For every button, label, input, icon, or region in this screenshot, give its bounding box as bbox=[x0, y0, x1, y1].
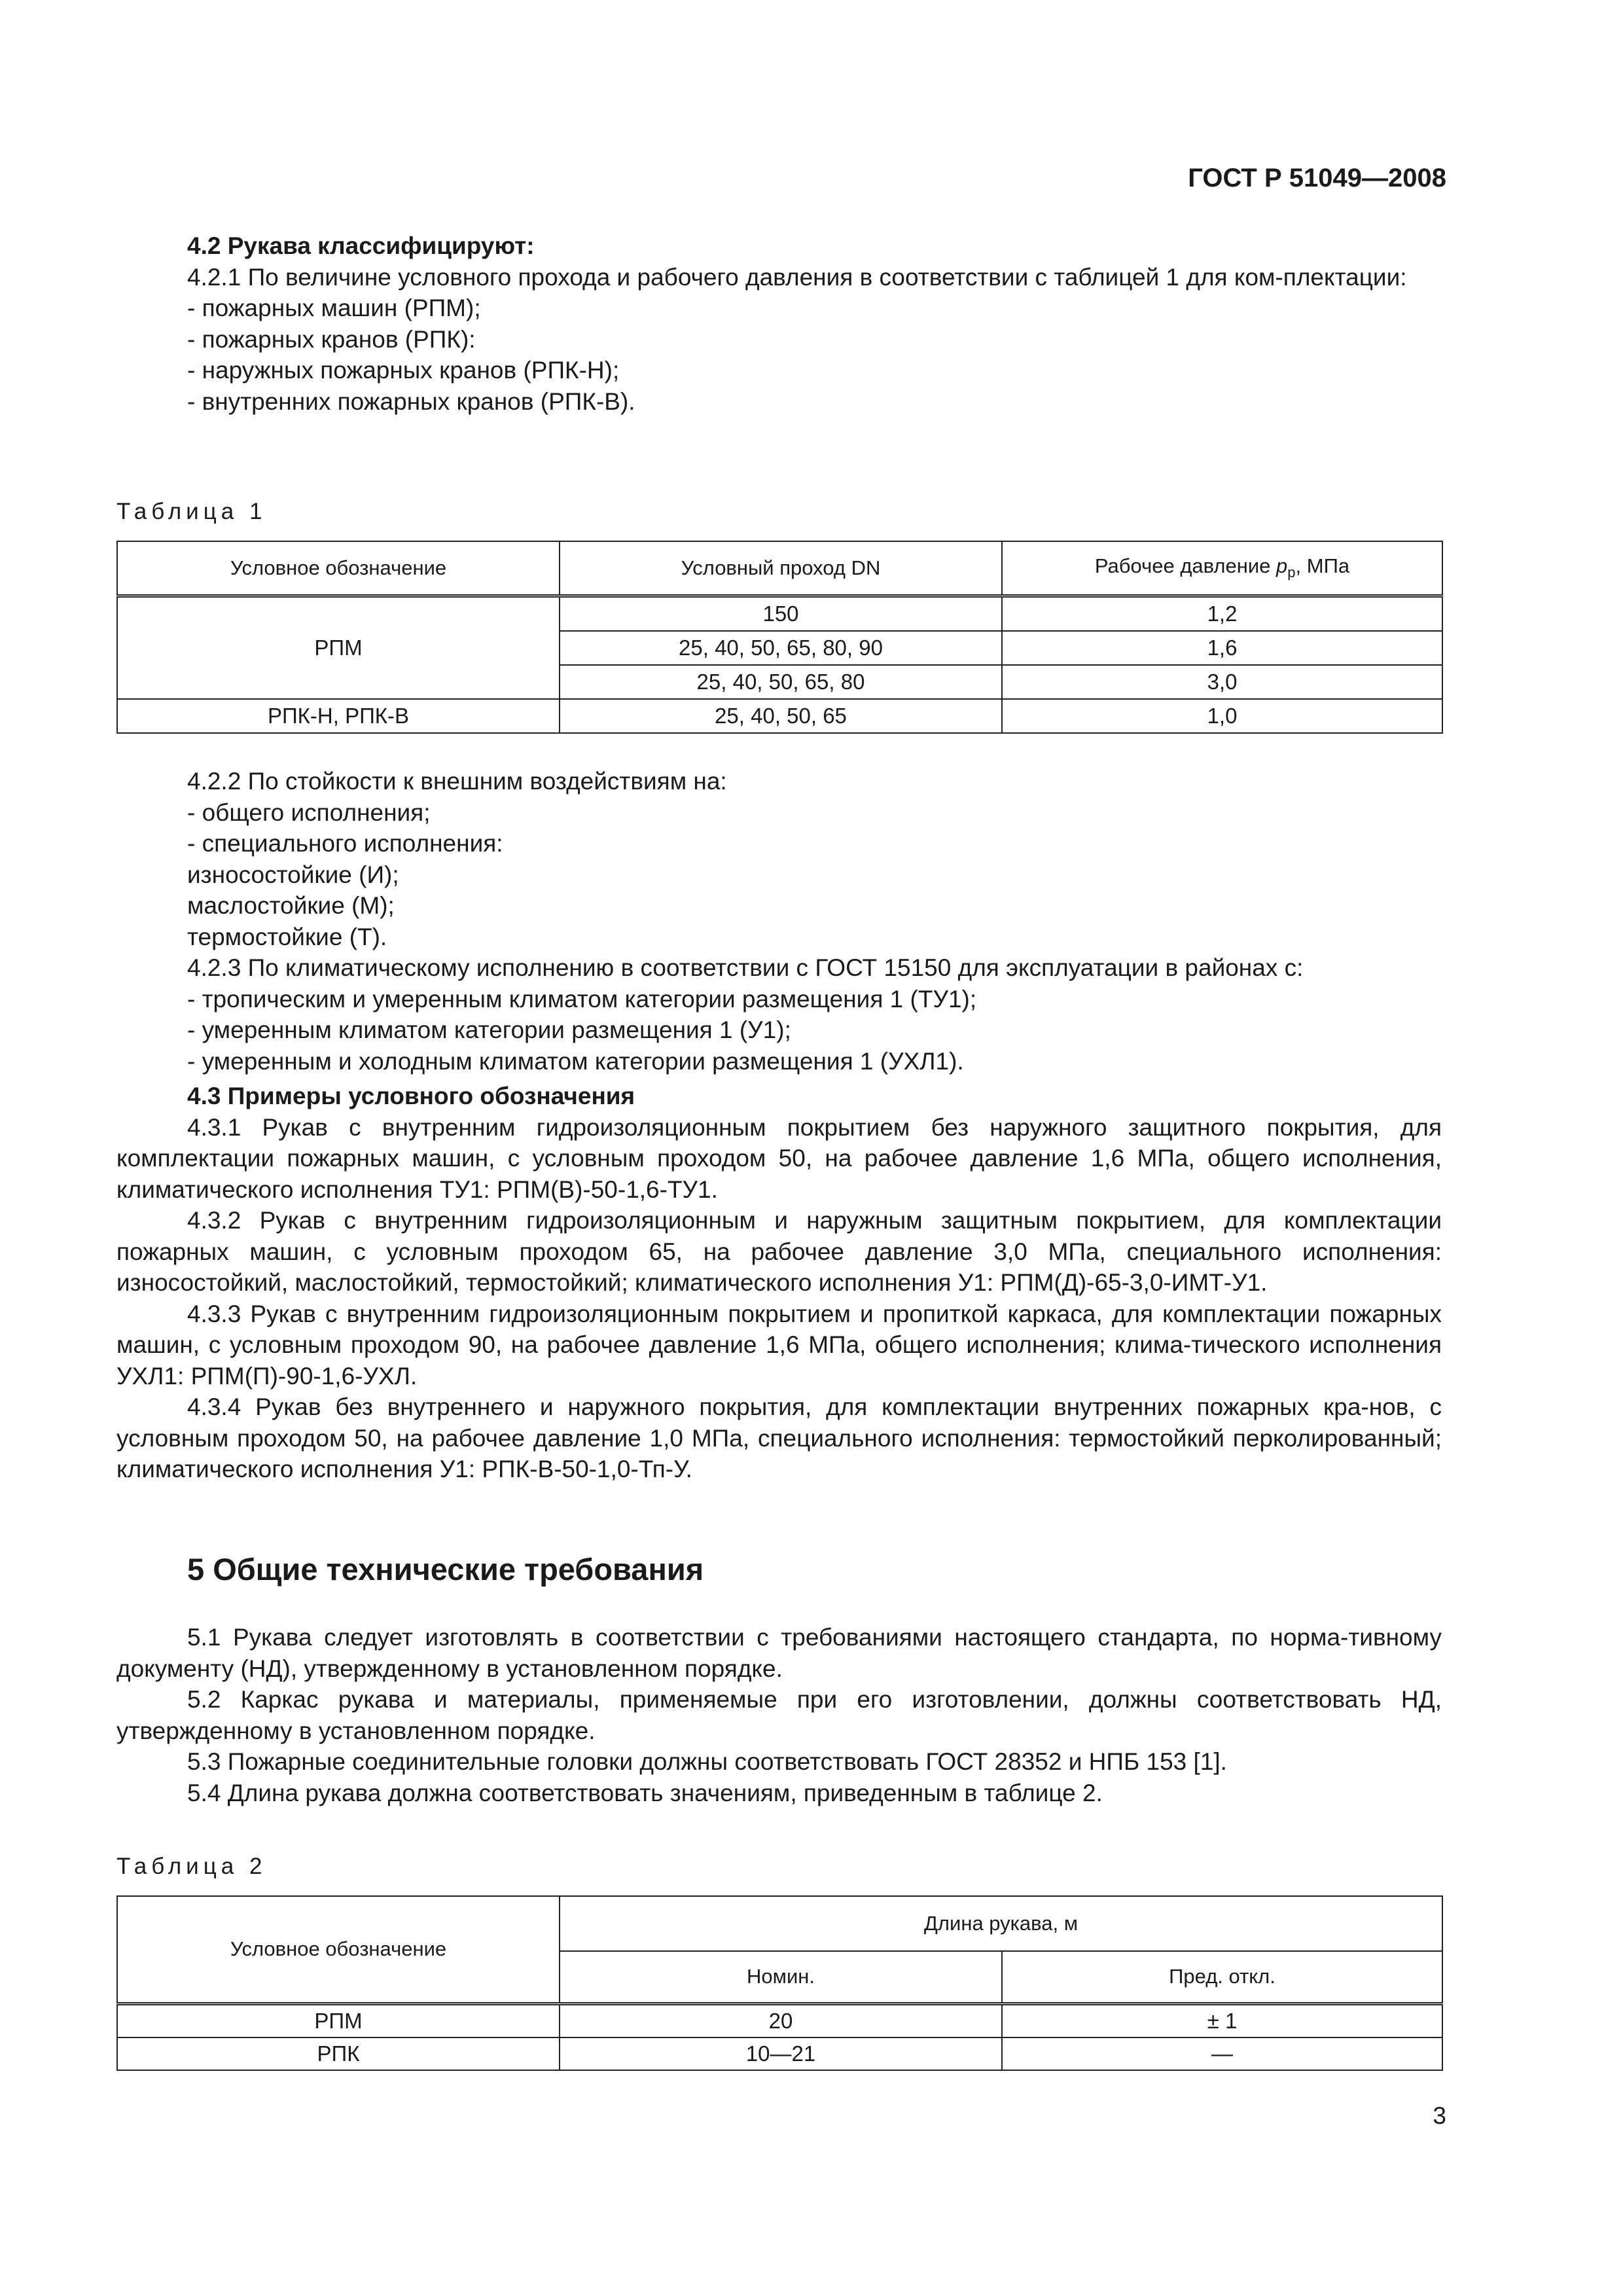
column-header: Условное обозначение bbox=[117, 541, 560, 596]
paragraph-5-3: 5.3 Пожарные соединительные головки должны соответствовать ГОСТ 28352 и НПБ 153 [1]. bbox=[187, 1748, 1227, 1775]
table-1 bbox=[116, 541, 1443, 734]
list-item: - тропическим и умеренным климатом категории размещения 1 (ТУ1); bbox=[187, 985, 977, 1013]
table-cell: РПК bbox=[117, 2037, 560, 2070]
table-row bbox=[117, 2037, 1442, 2070]
column-header bbox=[1002, 541, 1442, 596]
table-cell: 20 bbox=[560, 2003, 1002, 2037]
table-cell: 25, 40, 50, 65, 80 bbox=[560, 665, 1002, 699]
paragraph-4-3-2: 4.3.2 Рукав с внутренним гидроизоляционным и наружным защитным покрытием, для комплектации пожарных машин, с условным проходом 65, на рабочее давление 3,0 МПа, специального исполнения: износостойкий, маслостойкий, термостойкий; климатического исполнения У1: РПМ(Д)-65-3,0-ИМТ-У1. bbox=[116, 1207, 1442, 1296]
table-cell: РПК-Н, РПК-В bbox=[117, 699, 560, 733]
section-5-body bbox=[116, 1622, 1442, 1808]
table-row bbox=[117, 2003, 1442, 2037]
page-number: 3 bbox=[1433, 2102, 1446, 2129]
table-cell: 25, 40, 50, 65, 80, 90 bbox=[560, 631, 1002, 665]
pressure-symbol: p bbox=[1276, 554, 1288, 578]
paragraph-4-3-1: 4.3.1 Рукав с внутренним гидроизоляционным покрытием без наружного защитного покрытия, для комплектации пожарных машин, с условным проходом 50, на рабочее давление 1,6 МПа, общего исполнения, климатического исполнения ТУ1: РПМ(В)-50-1,6-ТУ1. bbox=[116, 1113, 1442, 1203]
list-item: термостойкие (Т). bbox=[187, 923, 387, 950]
table-row bbox=[117, 699, 1442, 733]
table-cell: — bbox=[1002, 2037, 1442, 2070]
section-5 bbox=[116, 1550, 1442, 1589]
paragraph-4-2-3: 4.2.3 По климатическому исполнению в соответствии с ГОСТ 15150 для эксплуатации в районах с: bbox=[187, 954, 1304, 981]
document-id: ГОСТ Р 51049—2008 bbox=[1188, 164, 1446, 192]
paragraph-4-2-1: 4.2.1 По величине условного прохода и рабочего давления в соответствии с таблицей 1 для ком-плектации: bbox=[187, 263, 1407, 291]
section-heading: 5 Общие технические требования bbox=[187, 1552, 704, 1587]
list-item: - умеренным климатом категории размещения 1 (У1); bbox=[187, 1016, 791, 1043]
table-cell: 1,2 bbox=[1002, 596, 1442, 632]
column-header: Условный проход DN bbox=[560, 541, 1002, 596]
table-caption: Таблица 1 bbox=[116, 499, 267, 524]
table-2 bbox=[116, 1895, 1443, 2071]
paragraph-5-2: 5.2 Каркас рукава и материалы, применяемые при его изготовлении, должны соответствовать НД, утвержденному в установленном порядке. bbox=[116, 1686, 1442, 1744]
list-item: - пожарных машин (РПМ); bbox=[187, 295, 481, 321]
section-4-2-2 bbox=[116, 766, 1442, 1485]
list-item: - внутренних пожарных кранов (РПК-В). bbox=[187, 387, 635, 415]
list-item: износостойкие (И); bbox=[187, 861, 399, 888]
table-cell: 3,0 bbox=[1002, 665, 1442, 699]
list-item: - умеренным и холодным климатом категории размещения 1 (УХЛ1). bbox=[187, 1047, 964, 1075]
pressure-unit: , МПа bbox=[1295, 554, 1350, 578]
column-header: Условное обозначение bbox=[117, 1896, 560, 2003]
paragraph-5-4: 5.4 Длина рукава должна соответствовать значениям, приведенным в таблице 2. bbox=[187, 1779, 1103, 1806]
column-header: Длина рукава, м bbox=[560, 1896, 1442, 1951]
column-header: Пред. откл. bbox=[1002, 1951, 1442, 2003]
list-item: - пожарных кранов (РПК): bbox=[187, 325, 476, 353]
table-cell: 1,6 bbox=[1002, 631, 1442, 665]
list-item: - специального исполнения: bbox=[187, 830, 503, 857]
list-item: - наружных пожарных кранов (РПК-Н); bbox=[187, 357, 620, 384]
pressure-subscript: р bbox=[1287, 564, 1296, 581]
list-item: - общего исполнения; bbox=[187, 798, 431, 826]
table-cell: 10—21 bbox=[560, 2037, 1002, 2070]
section-heading: 4.3 Примеры условного обозначения bbox=[187, 1083, 635, 1109]
table-cell: РПМ bbox=[117, 2003, 560, 2037]
table-cell: 1,0 bbox=[1002, 699, 1442, 733]
section-heading: 4.2 Рукава классифицируют: bbox=[187, 232, 535, 259]
section-4-2 bbox=[116, 230, 1442, 417]
table-cell: РПМ bbox=[117, 596, 560, 700]
paragraph-5-1: 5.1 Рукава следует изготовлять в соответствии с требованиями настоящего стандарта, по норма-тивному документу (НД), утвержденному в установленном порядке. bbox=[116, 1624, 1442, 1682]
paragraph-line: 4.2.2 По стойкости к внешним воздействиям на: bbox=[187, 768, 727, 795]
table-cell: ± 1 bbox=[1002, 2003, 1442, 2037]
list-item: маслостойкие (М); bbox=[187, 892, 395, 919]
table-cell: 25, 40, 50, 65 bbox=[560, 699, 1002, 733]
paragraph-4-3-4: 4.3.4 Рукав без внутреннего и наружного покрытия, для комплектации внутренних пожарных кра-нов, с условным проходом 50, на рабочее давление 1,0 МПа, специального исполнения: термостойкий перколированный; климатического исполнения У1: РПК-В-50-1,0-Тп-У. bbox=[116, 1393, 1442, 1482]
table-caption: Таблица 2 bbox=[116, 1854, 267, 1879]
column-header: Номин. bbox=[560, 1951, 1002, 2003]
table-row bbox=[117, 596, 1442, 632]
pressure-header-label: Рабочее давление bbox=[1094, 554, 1271, 578]
table-cell: 150 bbox=[560, 596, 1002, 632]
paragraph-4-3-3: 4.3.3 Рукав с внутренним гидроизоляционным покрытием и пропиткой каркаса, для комплектации пожарных машин, с условным проходом 90, на рабочее давление 1,6 МПа, общего исполнения; клима-тического исполнения УХЛ1: РПМ(П)-90-1,6-УХЛ. bbox=[116, 1300, 1442, 1390]
